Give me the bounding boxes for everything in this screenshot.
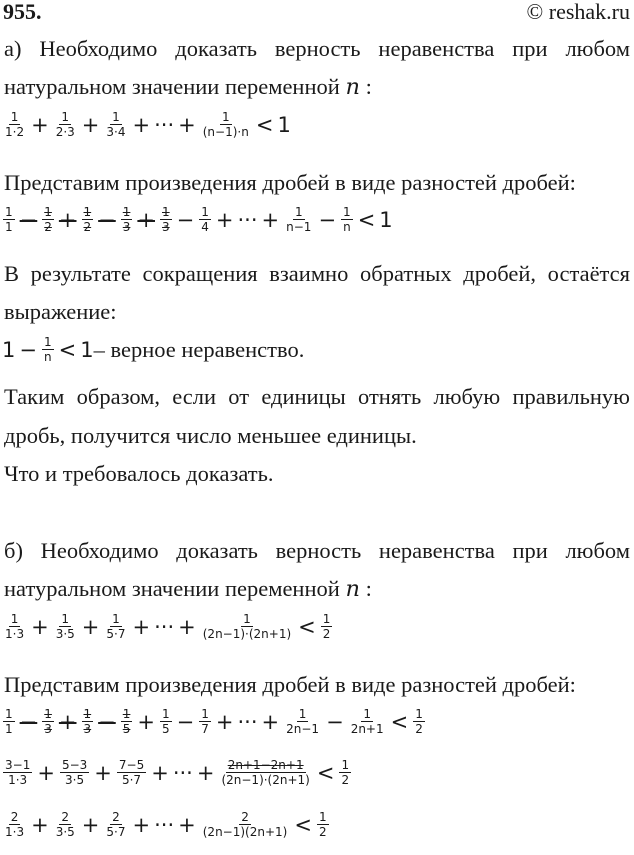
site-watermark: © reshak.ru (526, 0, 630, 24)
fraction: $\frac{1}{5}$ (162, 707, 170, 736)
fraction: $\frac{1}{7}$ (201, 707, 209, 736)
part-b-intro-line2: натуральном значении переменной n : (4, 576, 372, 602)
fraction: $\frac{2n+1-2n+1}{(2n-1)\cdot(2n+1)}$ (221, 758, 310, 787)
fraction: $\frac{1}{n}$ (343, 205, 351, 234)
part-a-intro-line1: а) Необходимо доказать верность неравенства при любом (4, 36, 630, 61)
fraction-cancelled: $\frac{1}{2}$ (44, 205, 52, 234)
part-a-differences: $\frac{1}{1}$ − $\frac{1}{2}$ + $\frac{1}{2}$ − $\frac{1}{3}$ + $\frac{1}{3}$ − $\frac{1}{4}$ + ··· + $\frac{1}{n-1}$ − $\frac{1}{n}$ < 1 (5, 205, 393, 234)
fraction-cancelled: $\frac{1}{2}$ (83, 205, 92, 234)
fraction: $\frac{1}{2n+1}$ (350, 707, 384, 736)
fraction: $\frac{1}{1\cdot 3}$ (5, 612, 25, 641)
fraction-cancelled: $\frac{1}{3}$ (162, 205, 170, 234)
part-a-reduce-line2: выражение: (4, 299, 117, 324)
part-b-inequality: $\frac{1}{1\cdot 3}$ + $\frac{1}{3\cdot 5}$ + $\frac{1}{5\cdot 7}$ + ··· + $\frac{1}{(2n-1)\cdot(2n+1)}$ < $\frac{1}{2}$ (5, 612, 331, 641)
part-b-step3: $\frac{2}{1\cdot 3}$ + $\frac{2}{3\cdot 5}$ + $\frac{2}{5\cdot 7}$ + ··· + $\frac{2}{(2n-1)(2n+1)}$ < $\frac{1}{2}$ (5, 810, 327, 839)
fraction: $\frac{1}{n-1}$ (286, 205, 312, 234)
fraction: $\frac{1}{2}$ (318, 810, 327, 839)
fraction: $\frac{7-5}{5\cdot 7}$ (118, 758, 145, 787)
fraction: $\frac{1}{1\cdot 2}$ (5, 110, 25, 139)
fraction-cancelled: $\frac{1}{3}$ (83, 707, 92, 736)
fraction: $\frac{1}{4}$ (201, 205, 209, 234)
fraction: $\frac{1}{2}$ (341, 758, 350, 787)
fraction: $\frac{2}{(2n-1)(2n+1)}$ (202, 810, 288, 839)
fraction: $\frac{1}{2n-1}$ (286, 707, 320, 736)
fraction: $\frac{1}{(n-1)\cdot n}$ (202, 110, 249, 139)
fraction: $\frac{1}{(2n-1)\cdot(2n+1)}$ (202, 612, 292, 641)
fraction: $\frac{3-1}{1\cdot 3}$ (5, 758, 31, 787)
fraction-cancelled: $\frac{1}{5}$ (122, 707, 131, 736)
problem-number: 955. (3, 0, 42, 24)
fraction: $\frac{1}{1}$ (5, 205, 13, 234)
part-a-inequality: $\frac{1}{1\cdot 2}$ + $\frac{1}{2\cdot 3}$ + $\frac{1}{3\cdot 4}$ + ··· + $\frac{1}{(n-1)\cdot n}$ < 1 (5, 110, 291, 139)
fraction: $\frac{1}{5\cdot 7}$ (106, 612, 126, 641)
part-a-conclusion-line2: дробь, получится число меньшее единицы. (4, 423, 417, 448)
part-b-differences: $\frac{1}{1}$ − $\frac{1}{3}$ + $\frac{1}{3}$ − $\frac{1}{5}$ + $\frac{1}{5}$ − $\frac{1}{7}$ + ··· + $\frac{1}{2n-1}$ − $\frac{1}{2n+1}$ < $\frac{1}{2}$ (5, 707, 423, 736)
fraction: $\frac{1}{3\cdot 4}$ (106, 110, 126, 139)
fraction: $\frac{1}{2}$ (415, 707, 423, 736)
fraction-cancelled: $\frac{1}{3}$ (44, 707, 52, 736)
fraction: $\frac{1}{3\cdot 5}$ (55, 612, 75, 641)
fraction: $\frac{1}{2}$ (322, 612, 331, 641)
part-a-diff-title: Представим произведения дробей в виде разностей дробей: (4, 170, 576, 195)
page-header (0, 0, 634, 26)
part-b-step2: $\frac{3-1}{1\cdot 3}$ + $\frac{5-3}{3\cdot 5}$ + $\frac{7-5}{5\cdot 7}$ + ··· + $\frac{2n+1-2n+1}{(2n-1)\cdot(2n+1)}$ < $\frac{1}{2}$ (5, 758, 350, 787)
fraction: $\frac{5-3}{3\cdot 5}$ (61, 758, 88, 787)
part-a-qed: Что и требовалось доказать. (4, 461, 274, 486)
part-b-diff-title: Представим произведения дробей в виде разностей дробей: (4, 672, 576, 697)
part-b-intro-line1: б) Необходимо доказать верность неравенства при любом (4, 538, 630, 563)
fraction: $\frac{2}{1\cdot 3}$ (5, 810, 25, 839)
fraction: $\frac{2}{5\cdot 7}$ (106, 810, 126, 839)
part-a-conclusion-line1: Таким образом, если от единицы отнять любую правильную (4, 384, 630, 409)
fraction: $\frac{1}{2\cdot 3}$ (55, 110, 75, 139)
part-a-intro-line2: натуральном значении переменной n : (4, 74, 372, 100)
fraction: $\frac{1}{n}$ (43, 335, 52, 364)
fraction-cancelled: $\frac{1}{3}$ (122, 205, 131, 234)
fraction: $\frac{1}{1}$ (5, 707, 13, 736)
part-a-reduce-line1: В результате сокращения взаимно обратных дробей, остаётся (4, 261, 630, 286)
fraction: $\frac{2}{3\cdot 5}$ (55, 810, 75, 839)
part-a-result: 1 − $\frac{1}{n}$ < 1 – верное неравенство. (2, 335, 305, 364)
